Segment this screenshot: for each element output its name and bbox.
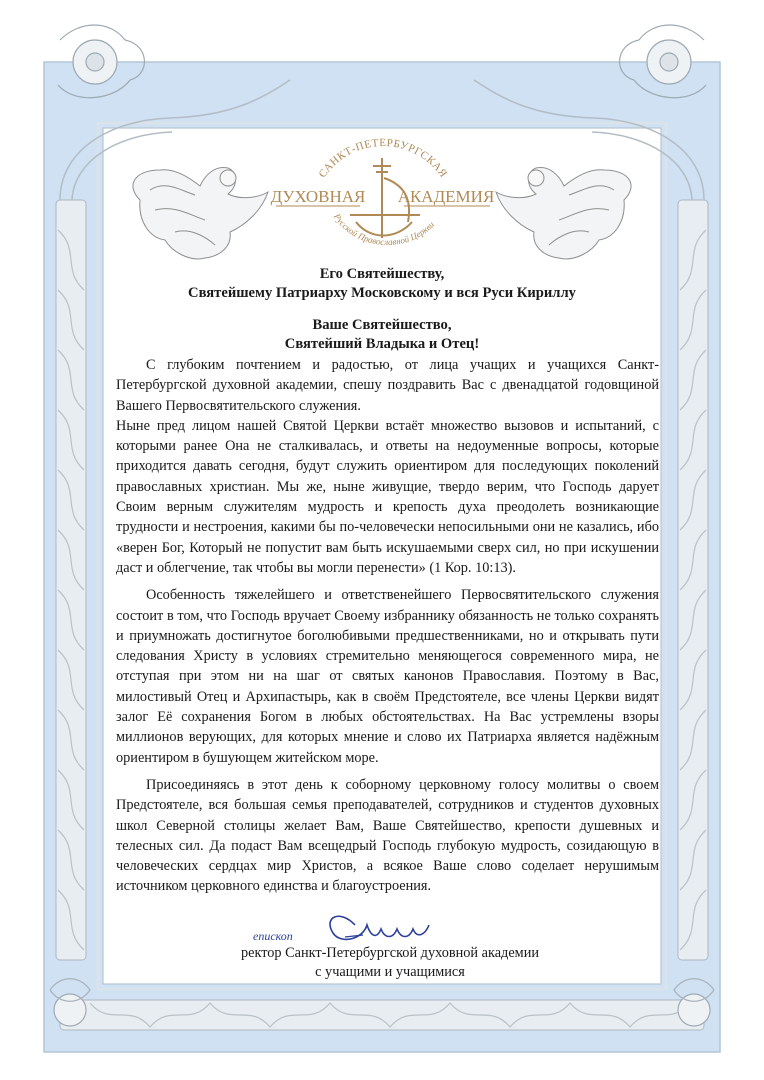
signature-line-2: с учащими и учащимися xyxy=(315,964,465,980)
paragraph-3: Особенность тяжелейшего и ответственейшего Первосвятительского служения состоит в том, что Господь вручает Своему избраннику обязанность не только сохранять и приумножать достигнутое боголюбивыми предшественниками, но и открывать пути следования Христу в условиях стремительно меняющегося современного мира, не отступая при этом ни на шаг от святых канонов Православия. Поэтому в Вас, милостивый Отец и Архипастырь, как в своём Предстоятеле, все члены Церкви видят залог Её сохранения Богом в любых обстоятельствах. На Вас устремлены взоры миллионов верующих, для которых мнение и слово их Патриарха является надёжным ориентиром в бушующем житейском море. xyxy=(116,587,659,766)
paragraph-4: Присоединяясь в этот день к соборному церковному голосу молитвы о своем Предстоятеле, вся большая семья преподавателей, сотрудников и студентов духовных школ Северной столицы желает Вам, Ваше Святейшество, крепости душевных и телесных сил. Да подаст Вам всещедрый Господь глубокую мудрость, созидающую в человеческих сердцах мир Христов, а всякое Ваше слово соделает нерушимым источником церковного единства и благоустроения. xyxy=(116,776,659,895)
addressee-line-2: Святейшему Патриарху Московскому и вся Руси Кириллу xyxy=(188,285,576,301)
salutation-line-2: Святейший Владыка и Отец! xyxy=(284,336,480,352)
bottom-band xyxy=(60,1000,704,1030)
logo-word-right: АКАДЕМИЯ xyxy=(397,187,495,206)
addressee-heading xyxy=(0,265,764,303)
paragraph-2: Ныне пред лицом нашей Святой Церкви встаёт множество вызовов и испытаний, с которыми ранее Она не сталкивалась, и ответы на недоуменные вопросы, которые приходится давать сегодня, будут служить ориентиром для последующих поколений православных христиан. Мы же, ныне живущие, твердо верим, что Господь дарует Своим верным служителям мудрость и крепость духа преодолеть возникающие трудности и нестроения, какими бы по-человечески непосильными они не казались, ибо «верен Бог, Который не попустит вам быть искушаемыми сверх сил, но при искушении даст и облегчение, так чтобы вы могли перенести» (1 Кор. 10:13). xyxy=(116,417,659,576)
paragraph-1: С глубоким почтением и радостью, от лица учащих и учащихся Санкт-Петербургской духовной академии, спешу поздравить Вас с двенадцатой годовщиной Вашего Первосвятительского служения. xyxy=(116,357,659,414)
left-pillar xyxy=(56,200,86,960)
salutation-line-1: Ваше Святейшество, xyxy=(312,317,452,333)
logo-arc-top-text: САНКТ-ПЕТЕРБУРГСКАЯ xyxy=(316,136,450,181)
right-pillar xyxy=(678,200,708,960)
letter-body xyxy=(116,355,659,897)
signature-line-1: ректор Санкт-Петербургской духовной академии xyxy=(240,945,540,961)
signature-prefix: епископ xyxy=(253,929,293,943)
addressee-line-1: Его Святейшеству, xyxy=(319,266,445,282)
salutation-heading xyxy=(0,316,764,354)
signature-block xyxy=(190,944,590,982)
logo-word-left: ДУХОВНАЯ xyxy=(270,187,366,206)
logo-arc-bottom-text: Русской Православной Церкви xyxy=(331,211,437,247)
